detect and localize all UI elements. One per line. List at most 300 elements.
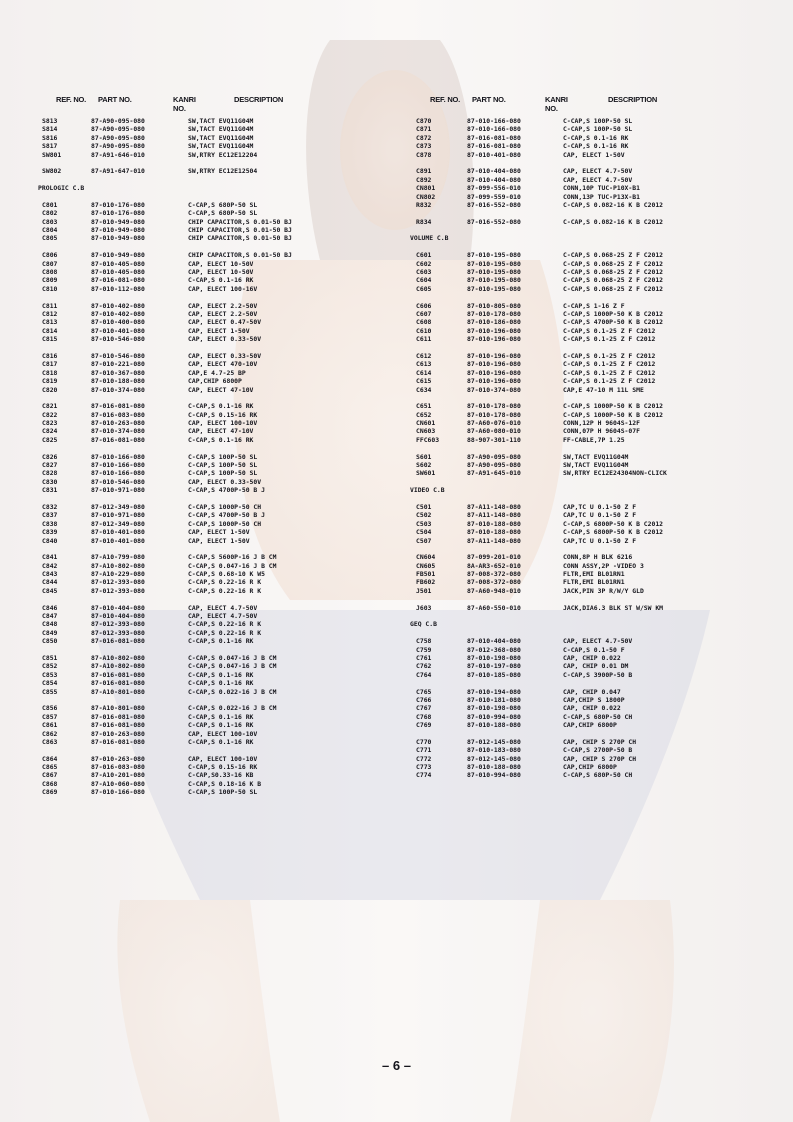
part-no-cell: 87-010-188-080 xyxy=(467,763,521,772)
description-cell: C-CAP,S 1-16 Z F xyxy=(563,301,625,310)
description-cell: C-CAP,S 0.047-16 J B CM xyxy=(188,654,277,662)
parts-row xyxy=(410,688,775,696)
parts-row xyxy=(38,528,393,536)
description-cell: CAP,E 4.7-25 BP xyxy=(188,368,246,377)
part-no-cell: 87-016-081-080 xyxy=(91,670,145,679)
row-spacer xyxy=(410,595,775,603)
section-heading: VOLUME C.B xyxy=(410,234,449,243)
ref-no-header: REF. NO. xyxy=(56,95,87,104)
ref-no-cell: C812 xyxy=(42,309,58,318)
description-cell: CAP, ELECT 100-16V xyxy=(188,284,258,293)
parts-row xyxy=(410,696,775,704)
part-no-cell: 87-010-401-080 xyxy=(91,528,145,537)
ref-no-cell: C806 xyxy=(42,251,58,260)
description-cell: C-CAP,S 0.68-10 K W5 xyxy=(188,570,265,579)
ref-no-cell: C839 xyxy=(42,528,58,537)
description-cell: C-CAP,S 2700P-50 B xyxy=(563,746,633,755)
parts-row xyxy=(410,671,775,679)
description-cell: C-CAP,S 100P-50 SL xyxy=(188,461,258,470)
ref-no-cell: C762 xyxy=(416,662,432,671)
parts-row xyxy=(38,671,393,679)
part-no-cell: 87-010-197-080 xyxy=(467,662,521,671)
description-cell: CAP, ELECT 2.2-50V xyxy=(188,301,258,310)
part-no-cell: 87-016-081-080 xyxy=(467,133,521,142)
ref-no-cell: C767 xyxy=(416,704,432,713)
parts-row xyxy=(38,125,393,133)
part-no-cell: 87-010-374-080 xyxy=(467,385,521,394)
parts-row xyxy=(410,117,775,125)
parts-row xyxy=(38,327,393,335)
ref-no-cell: C842 xyxy=(42,561,58,570)
description-cell: C-CAP,S 100P-50 SL xyxy=(563,125,633,134)
parts-row xyxy=(410,167,775,175)
parts-row xyxy=(410,310,775,318)
description-cell: CAP, ELECT 0.33-50V xyxy=(188,477,262,486)
ref-no-cell: CN604 xyxy=(416,553,436,562)
parts-row xyxy=(410,151,775,159)
ref-no-cell: C841 xyxy=(42,553,58,562)
parts-row xyxy=(38,427,393,435)
part-no-cell: 87-010-971-080 xyxy=(91,511,145,520)
ref-no-cell: C507 xyxy=(416,536,432,545)
row-spacer xyxy=(410,612,775,620)
part-no-header: PART NO. xyxy=(472,95,506,104)
ref-no-cell: C822 xyxy=(42,410,58,419)
ref-no-cell: CN603 xyxy=(416,427,436,436)
part-no-cell: 87-010-195-080 xyxy=(467,259,521,268)
description-cell: CAP, ELECT 10-50V xyxy=(188,268,254,277)
description-header: DESCRIPTION xyxy=(234,95,284,104)
ref-no-cell: C615 xyxy=(416,377,432,386)
ref-no-cell: C768 xyxy=(416,712,432,721)
description-cell: C-CAP,S 0.1-25 Z F C2012 xyxy=(563,335,656,344)
part-no-cell: 87-010-188-080 xyxy=(91,377,145,386)
description-cell: C-CAP,S 6800P-50 K B C2012 xyxy=(563,528,664,537)
part-no-cell: 87-012-349-080 xyxy=(91,519,145,528)
ref-no-cell: C851 xyxy=(42,654,58,662)
parts-row xyxy=(38,612,393,620)
part-no-cell: 87-016-081-080 xyxy=(91,637,145,646)
parts-row xyxy=(38,604,393,612)
row-spacer xyxy=(38,394,393,402)
row-spacer xyxy=(410,629,775,637)
description-cell: JACK,PIN 3P R/W/Y GLD xyxy=(563,586,644,595)
parts-row xyxy=(38,285,393,293)
left-column-header xyxy=(38,95,393,117)
parts-row xyxy=(410,461,775,469)
part-no-cell: 87-010-178-080 xyxy=(467,410,521,419)
ref-no-cell: C827 xyxy=(42,461,58,470)
parts-row xyxy=(38,713,393,721)
part-no-cell: 87-010-196-080 xyxy=(467,377,521,386)
part-no-cell: 87-010-949-080 xyxy=(91,226,145,235)
parts-row xyxy=(38,335,393,343)
parts-row xyxy=(410,721,775,729)
ref-no-cell: FB501 xyxy=(416,570,436,579)
parts-row xyxy=(410,578,775,586)
part-no-cell: 87-010-404-080 xyxy=(467,167,521,176)
kanri-no-header: KANRI NO. xyxy=(173,95,196,113)
part-no-cell: 87-016-083-080 xyxy=(91,410,145,419)
description-cell: CAP, ELECT 470-10V xyxy=(188,360,258,369)
description-cell: C-CAP,S 1000P-50 K B C2012 xyxy=(563,410,664,419)
part-no-cell: 87-010-405-080 xyxy=(91,268,145,277)
parts-row xyxy=(410,528,775,536)
part-no-cell: 87-012-145-080 xyxy=(467,754,521,763)
ref-no-cell: FFC603 xyxy=(416,435,440,444)
description-cell: CHIP CAPACITOR,S 0.01-50 BJ xyxy=(188,217,292,226)
part-no-cell: 88-907-301-110 xyxy=(467,435,521,444)
description-cell: C-CAP,S 4700P-50 B J xyxy=(188,486,265,495)
part-no-cell: 87-010-805-080 xyxy=(467,301,521,310)
ref-no-cell: C605 xyxy=(416,284,432,293)
parts-row xyxy=(410,637,775,645)
description-cell: CAP, ELECT 1-50V xyxy=(188,528,250,537)
part-no-cell: 87-010-166-080 xyxy=(91,461,145,470)
parts-row xyxy=(38,578,393,586)
part-no-cell: 87-010-401-080 xyxy=(91,326,145,335)
description-header: DESCRIPTION xyxy=(608,95,658,104)
ref-no-cell: J603 xyxy=(416,603,432,612)
part-no-cell: 87-010-402-080 xyxy=(91,309,145,318)
part-no-cell: 87-010-181-080 xyxy=(467,695,521,704)
description-cell: CAP, ELECT 4.7-50V xyxy=(188,612,258,621)
description-cell: C-CAP,S 680P-50 SL xyxy=(188,200,258,209)
ref-no-cell: R834 xyxy=(416,217,432,226)
row-spacer xyxy=(410,444,775,452)
ref-no-cell: C761 xyxy=(416,654,432,662)
parts-row xyxy=(410,377,775,385)
part-no-cell: 87-010-176-080 xyxy=(91,209,145,218)
description-cell: C-CAP,S 0.1-16 RK xyxy=(563,142,629,151)
part-no-cell: 87-010-166-080 xyxy=(467,117,521,125)
row-spacer xyxy=(38,344,393,352)
part-no-cell: 87-010-166-080 xyxy=(467,125,521,134)
part-no-header: PART NO. xyxy=(98,95,132,104)
description-cell: CHIP CAPACITOR,S 0.01-50 BJ xyxy=(188,234,292,243)
description-cell: C-CAP,S 0.1-16 RK xyxy=(563,133,629,142)
row-spacer xyxy=(38,646,393,654)
description-cell: CAP, ELECT 100-10V xyxy=(188,419,258,428)
description-cell: CAP, CHIP 0.022 xyxy=(563,704,621,713)
description-cell: SW,RTRY EC12E24304NON-CLICK xyxy=(563,469,667,478)
ref-no-cell: C873 xyxy=(416,142,432,151)
ref-no-cell: C844 xyxy=(42,578,58,587)
description-cell: C-CAP,S0.33-16 KB xyxy=(188,771,254,780)
description-cell: C-CAP,S 0.18-16 K B xyxy=(188,779,262,788)
parts-row xyxy=(38,419,393,427)
ref-no-cell: C769 xyxy=(416,721,432,730)
description-cell: FLTR,EMI BL01RN1 xyxy=(563,578,625,587)
description-cell: C-CAP,S 100P-50 SL xyxy=(188,788,258,797)
description-cell: CONN,12P H 9604S-12F xyxy=(563,419,640,428)
description-cell: CAP, ELECT 10-50V xyxy=(188,259,254,268)
description-cell: CAP,TC U 0.1-50 Z F xyxy=(563,511,637,520)
part-no-cell: 87-010-195-080 xyxy=(467,268,521,277)
ref-no-cell: C604 xyxy=(416,276,432,285)
parts-row xyxy=(410,142,775,150)
part-no-cell: 87-016-081-080 xyxy=(91,402,145,411)
parts-row xyxy=(38,134,393,142)
part-no-cell: 87-010-404-080 xyxy=(467,637,521,646)
ref-no-cell: C770 xyxy=(416,737,432,746)
ref-no-cell: J501 xyxy=(416,586,432,595)
row-spacer xyxy=(38,595,393,603)
part-no-cell: 87-010-196-080 xyxy=(467,368,521,377)
description-cell: CAP, ELECT 2.2-50V xyxy=(188,309,258,318)
part-no-cell: 87-010-949-080 xyxy=(91,234,145,243)
description-cell: SW,TACT EVQ11G04M xyxy=(563,461,629,470)
part-no-cell: 87-A60-080-010 xyxy=(467,427,521,436)
part-no-cell: 87-010-195-080 xyxy=(467,284,521,293)
row-spacer xyxy=(410,226,775,234)
ref-no-cell: C810 xyxy=(42,284,58,293)
part-no-cell: 87-010-194-080 xyxy=(467,687,521,696)
description-cell: C-CAP,S 0.1-16 RK xyxy=(188,679,254,688)
parts-row xyxy=(410,184,775,192)
ref-no-cell: C857 xyxy=(42,712,58,721)
ref-no-cell: C603 xyxy=(416,268,432,277)
description-cell: CAP, CHIP 0.01 DM xyxy=(563,662,629,671)
ref-no-cell: C803 xyxy=(42,217,58,226)
ref-no-cell: C853 xyxy=(42,670,58,679)
part-no-cell: 87-016-552-080 xyxy=(467,200,521,209)
row-spacer xyxy=(38,159,393,167)
part-no-cell: 87-016-081-080 xyxy=(467,142,521,151)
parts-row xyxy=(38,310,393,318)
description-cell: CAP, ELECT 100-10V xyxy=(188,754,258,763)
parts-row xyxy=(38,738,393,746)
parts-row xyxy=(38,260,393,268)
ref-no-cell: C843 xyxy=(42,570,58,579)
description-cell: JACK,DIA6.3 BLK ST W/SW KM xyxy=(563,603,664,612)
parts-row xyxy=(38,251,393,259)
description-cell: CAP, ELECT 4.7-50V xyxy=(563,167,633,176)
ref-no-cell: C808 xyxy=(42,268,58,277)
parts-row xyxy=(38,763,393,771)
part-no-cell: 87-010-401-080 xyxy=(91,536,145,545)
description-cell: C-CAP,S 0.022-16 J B CM xyxy=(188,704,277,713)
section-heading: PROLOGIC C.B xyxy=(38,184,85,193)
parts-row xyxy=(38,755,393,763)
part-no-cell: 87-010-949-080 xyxy=(91,217,145,226)
parts-row xyxy=(410,369,775,377)
description-cell: C-CAP,S 0.1-25 Z F C2012 xyxy=(563,326,656,335)
description-cell: C-CAP,S 1000P-50 CH xyxy=(188,502,262,511)
parts-row xyxy=(38,453,393,461)
description-cell: CHIP CAPACITOR,S 0.01-50 BJ xyxy=(188,251,292,260)
description-cell: CAP, ELECT 0.33-50V xyxy=(188,335,262,344)
row-spacer xyxy=(410,730,775,738)
ref-no-cell: C854 xyxy=(42,679,58,688)
description-cell: C-CAP,S 0.1-16 RK xyxy=(188,721,254,730)
parts-row xyxy=(38,704,393,712)
description-cell: CAP, ELECT 47-10V xyxy=(188,427,254,436)
page-number: – 6 – xyxy=(382,1058,411,1073)
ref-no-cell: C864 xyxy=(42,754,58,763)
part-no-cell: 87-016-081-080 xyxy=(91,712,145,721)
description-cell: SW,TACT EVQ11G04M xyxy=(188,133,254,142)
parts-row xyxy=(38,151,393,159)
row-spacer xyxy=(410,243,775,251)
ref-no-cell: C845 xyxy=(42,586,58,595)
ref-no-cell: C869 xyxy=(42,788,58,797)
part-no-cell: 87-010-198-080 xyxy=(467,704,521,713)
ref-no-cell: C612 xyxy=(416,351,432,360)
ref-no-cell: C765 xyxy=(416,687,432,696)
ref-no-cell: C816 xyxy=(42,351,58,360)
part-no-cell: 87-016-083-080 xyxy=(91,763,145,772)
part-no-cell: 87-A10-802-080 xyxy=(91,561,145,570)
part-no-cell: 87-010-404-080 xyxy=(91,612,145,621)
description-cell: C-CAP,S 100P-50 SL xyxy=(563,117,633,125)
parts-row xyxy=(38,318,393,326)
ref-no-cell: C503 xyxy=(416,519,432,528)
description-cell: CAP,CHIP S 1800P xyxy=(563,695,625,704)
ref-no-cell: C607 xyxy=(416,309,432,318)
part-no-cell: 87-099-559-010 xyxy=(467,192,521,201)
part-no-cell: 87-010-404-080 xyxy=(467,175,521,184)
description-cell: CONN,13P TUC-P13X-B1 xyxy=(563,192,640,201)
description-cell: CAP, ELECT 100-10V xyxy=(188,729,258,738)
description-cell: CAP, ELECT 0.47-50V xyxy=(188,318,262,327)
row-spacer xyxy=(410,679,775,687)
description-cell: C-CAP,S 0.1-16 RK xyxy=(188,737,254,746)
ref-no-cell: C819 xyxy=(42,377,58,386)
ref-no-cell: SW801 xyxy=(42,150,62,159)
part-no-cell: 87-A11-148-080 xyxy=(467,502,521,511)
part-no-cell: 87-010-971-080 xyxy=(91,486,145,495)
description-cell: C-CAP,S 0.1-16 RK xyxy=(188,637,254,646)
description-cell: C-CAP,S 0.1-16 RK xyxy=(188,402,254,411)
parts-row xyxy=(38,486,393,494)
parts-row xyxy=(38,218,393,226)
description-cell: CAP, CHIP S 270P CH xyxy=(563,737,637,746)
parts-row xyxy=(410,738,775,746)
parts-row xyxy=(410,427,775,435)
parts-row xyxy=(410,201,775,209)
row-spacer xyxy=(38,495,393,503)
parts-row xyxy=(410,713,775,721)
parts-row xyxy=(38,503,393,511)
description-cell: C-CAP,S 3900P-50 B xyxy=(563,670,633,679)
description-cell: CAP, ELECT 0.33-50V xyxy=(188,351,262,360)
description-cell: C-CAP,S 0.082-16 K B C2012 xyxy=(563,217,664,226)
parts-row xyxy=(38,537,393,545)
description-cell: CONN,07P H 9604S-07F xyxy=(563,427,640,436)
parts-row xyxy=(410,285,775,293)
description-cell: C-CAP,S 4700P-50 B J xyxy=(188,511,265,520)
ref-no-cell: C502 xyxy=(416,511,432,520)
description-cell: CAP,TC U 0.1-50 Z F xyxy=(563,536,637,545)
parts-row xyxy=(410,276,775,284)
part-no-cell: 87-010-404-080 xyxy=(91,603,145,612)
ref-no-cell: C838 xyxy=(42,519,58,528)
ref-no-cell: C831 xyxy=(42,486,58,495)
description-cell: CAP,CHIP 6800P xyxy=(563,763,617,772)
part-no-cell: 87-010-178-080 xyxy=(467,402,521,411)
parts-row xyxy=(410,763,775,771)
parts-row xyxy=(38,721,393,729)
ref-no-cell: C610 xyxy=(416,326,432,335)
description-cell: C-CAP,S 0.22-16 R K xyxy=(188,620,262,629)
parts-row xyxy=(410,260,775,268)
part-no-cell: 87-012-368-080 xyxy=(467,645,521,654)
description-cell: C-CAP,S 100P-50 SL xyxy=(188,469,258,478)
description-cell: C-CAP,S 0.1-16 RK xyxy=(188,712,254,721)
right-parts-column xyxy=(410,95,775,780)
part-no-cell: 87-010-166-080 xyxy=(91,788,145,797)
ref-no-cell: C847 xyxy=(42,612,58,621)
parts-row xyxy=(38,511,393,519)
description-cell: CAP, ELECT 4.7-50V xyxy=(188,603,258,612)
description-cell: C-CAP,S 4700P-50 K B C2012 xyxy=(563,318,664,327)
description-cell: FLTR,EMI BL01RN1 xyxy=(563,570,625,579)
description-cell: C-CAP,S 0.15-16 RK xyxy=(188,410,258,419)
ref-no-cell: C830 xyxy=(42,477,58,486)
parts-row xyxy=(410,411,775,419)
ref-no-cell: C852 xyxy=(42,662,58,671)
ref-no-cell: S813 xyxy=(42,117,58,125)
ref-no-cell: C867 xyxy=(42,771,58,780)
part-no-cell: 87-A10-802-080 xyxy=(91,654,145,662)
right-column-header xyxy=(410,95,775,117)
part-no-cell: 87-016-081-080 xyxy=(91,737,145,746)
part-no-cell: 87-010-546-080 xyxy=(91,351,145,360)
part-no-cell: 87-012-393-080 xyxy=(91,578,145,587)
ref-no-cell: S602 xyxy=(416,461,432,470)
parts-row xyxy=(410,520,775,528)
description-cell: CAP, CHIP 0.022 xyxy=(563,654,621,662)
parts-row xyxy=(38,520,393,528)
parts-row xyxy=(410,587,775,595)
parts-row xyxy=(38,234,393,242)
part-no-cell: 87-A60-948-010 xyxy=(467,586,521,595)
ref-no-cell: C504 xyxy=(416,528,432,537)
ref-no-cell: C809 xyxy=(42,276,58,285)
part-no-cell: 87-010-166-080 xyxy=(91,469,145,478)
row-spacer xyxy=(38,193,393,201)
parts-row xyxy=(38,369,393,377)
ref-no-cell: C855 xyxy=(42,687,58,696)
ref-no-cell: C862 xyxy=(42,729,58,738)
ref-no-cell: C828 xyxy=(42,469,58,478)
left-parts-column xyxy=(38,95,393,797)
part-no-cell: 87-010-263-080 xyxy=(91,754,145,763)
part-no-cell: 87-A10-799-080 xyxy=(91,553,145,562)
ref-no-cell: C651 xyxy=(416,402,432,411)
description-cell: C-CAP,S 680P-50 CH xyxy=(563,712,633,721)
parts-row xyxy=(38,226,393,234)
part-no-cell: 87-A10-201-080 xyxy=(91,771,145,780)
parts-row xyxy=(410,268,775,276)
part-no-cell: 87-010-166-080 xyxy=(91,452,145,461)
parts-row xyxy=(410,176,775,184)
description-cell: C-CAP,S 0.082-16 K B C2012 xyxy=(563,200,664,209)
parts-row xyxy=(38,461,393,469)
ref-no-cell: S817 xyxy=(42,142,58,151)
part-no-cell: 87-010-994-080 xyxy=(467,771,521,780)
ref-no-cell: C863 xyxy=(42,737,58,746)
part-no-cell: 87-A90-095-080 xyxy=(91,133,145,142)
parts-row xyxy=(410,193,775,201)
ref-no-cell: C849 xyxy=(42,628,58,637)
part-no-cell: 87-012-349-080 xyxy=(91,502,145,511)
ref-no-cell: C771 xyxy=(416,746,432,755)
ref-no-cell: C804 xyxy=(42,226,58,235)
parts-row xyxy=(410,134,775,142)
parts-row xyxy=(38,780,393,788)
